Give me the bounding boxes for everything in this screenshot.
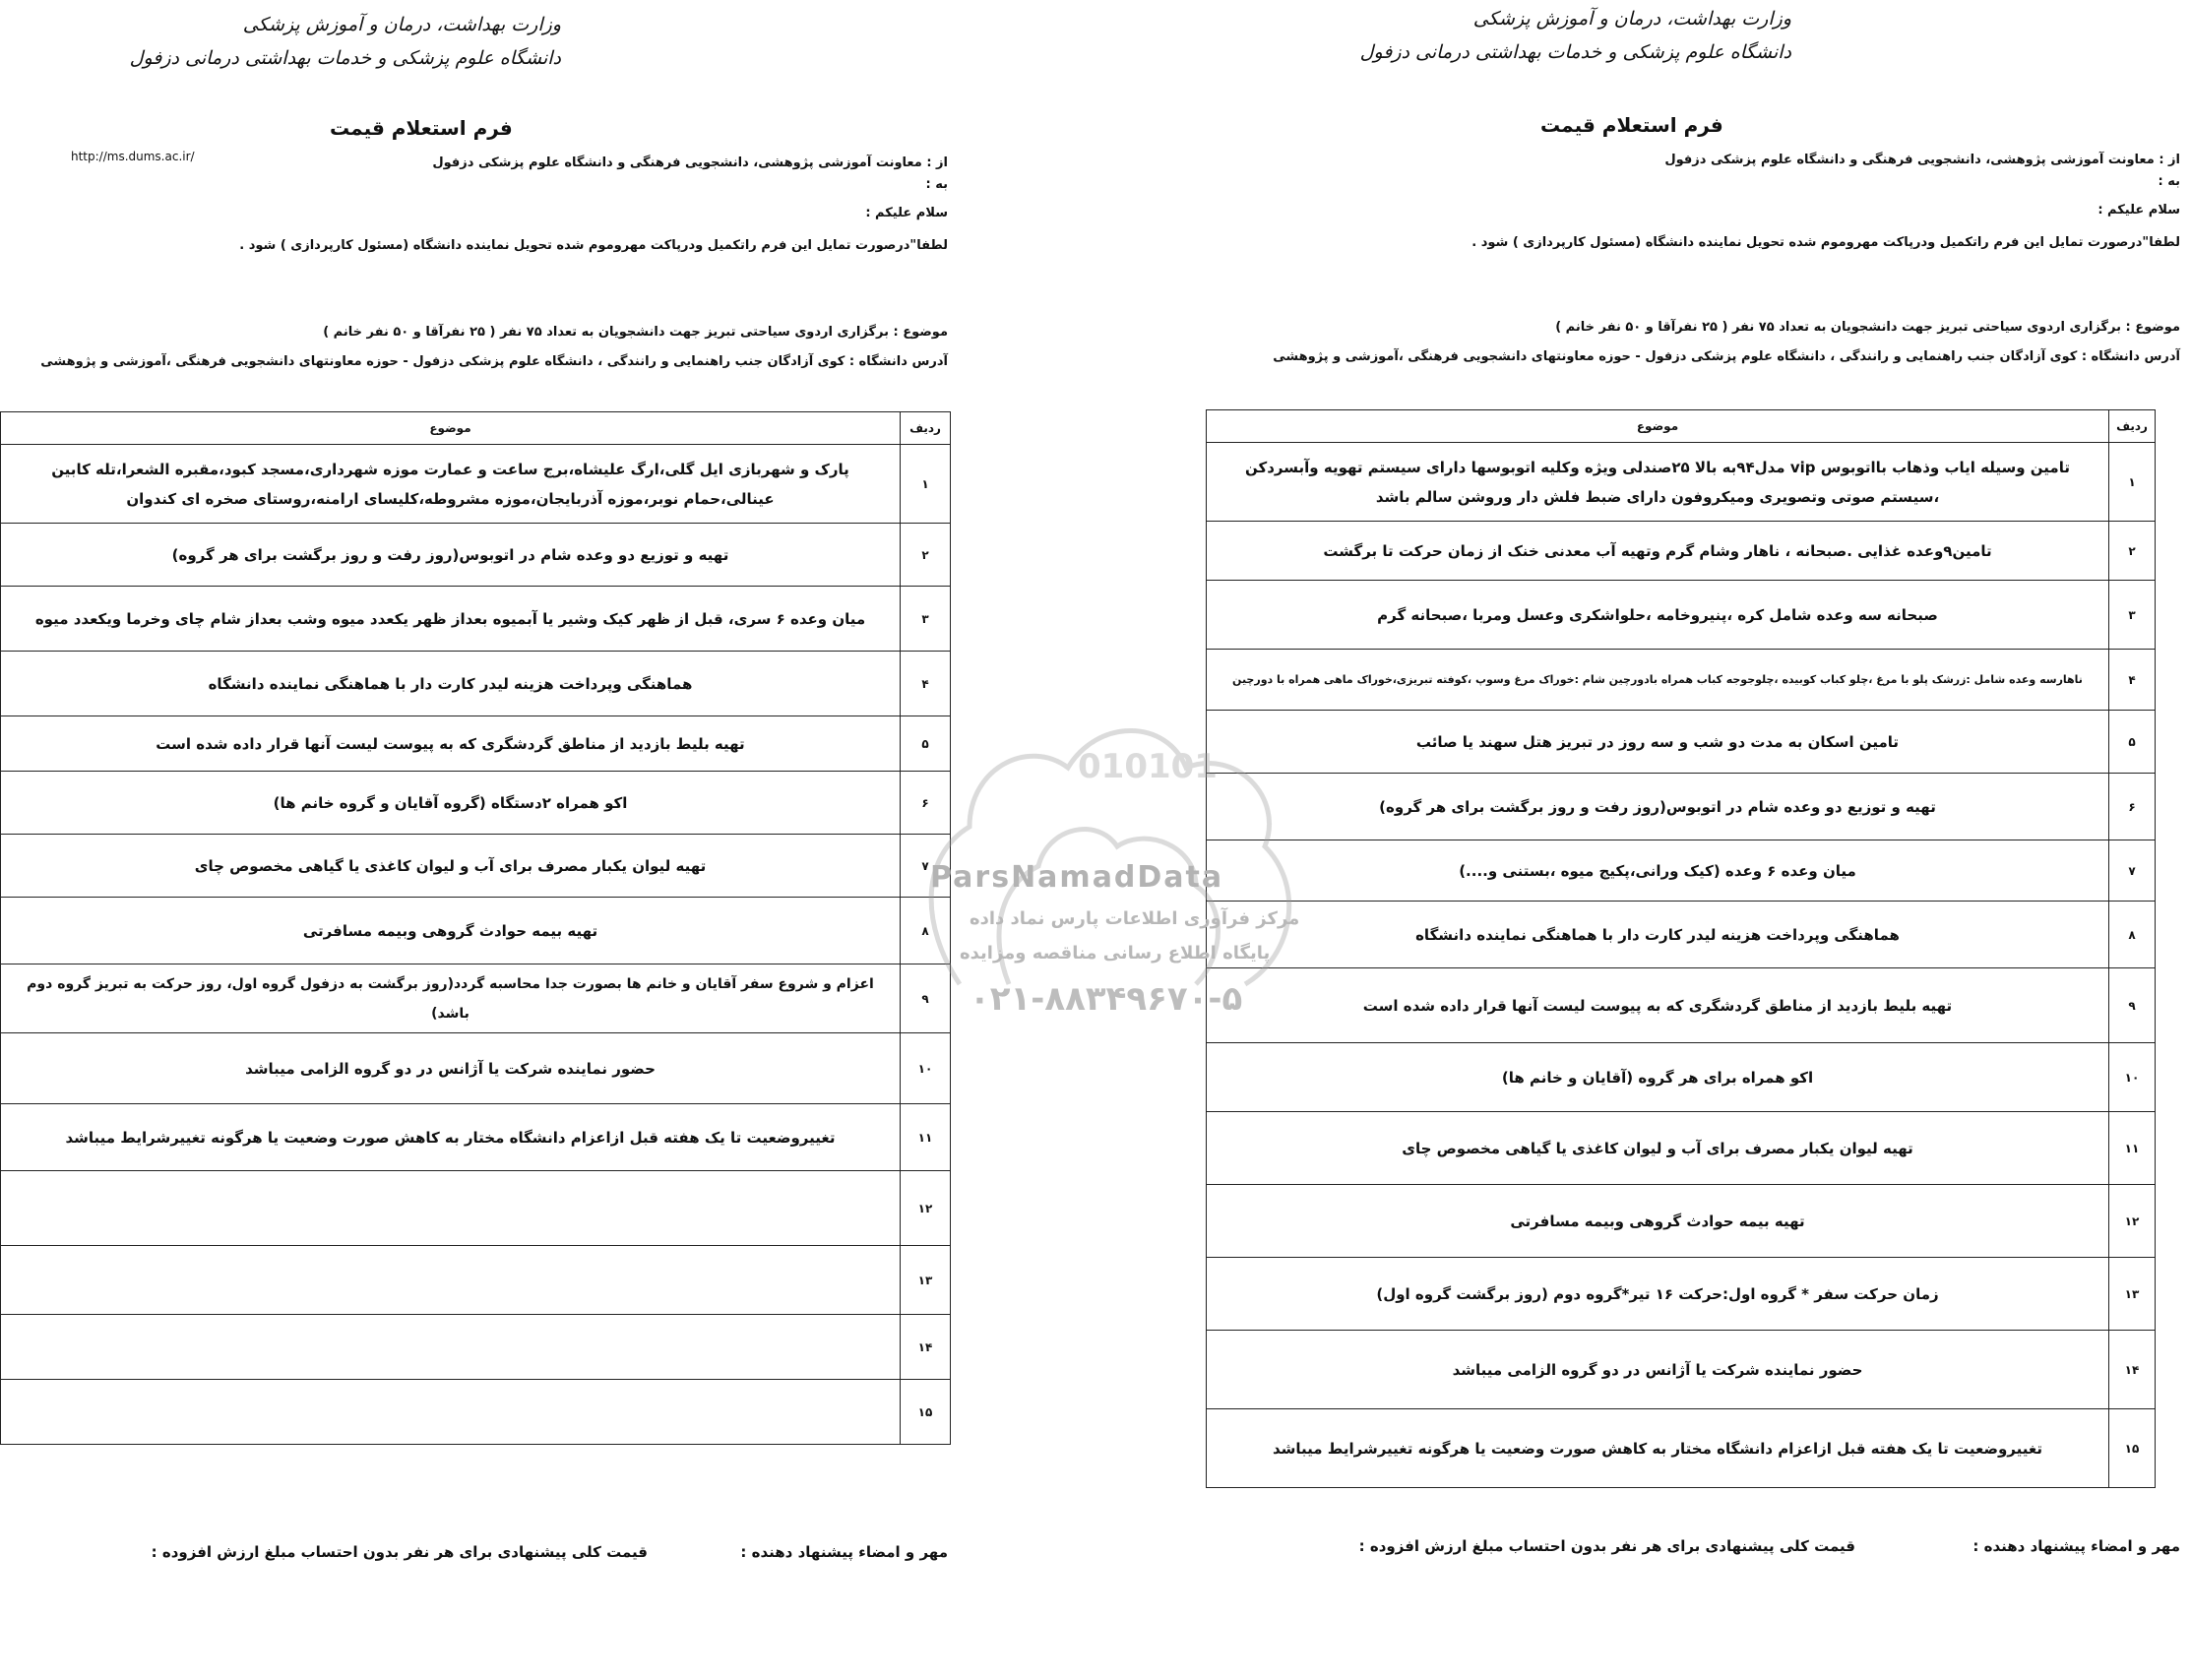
request-text: لطفا"درصورت تمایل این فرم راتکمیل ودرپاکت مهروموم شده تحویل نماینده دانشگاه (مسئول کارپردازی ) شود . [239, 238, 948, 253]
row-description: تهیه بلیط بازدید از مناطق گردشگری که به پیوست لیست آنها قرار داده شده است [1207, 968, 2109, 1043]
table-row [1, 964, 951, 1033]
address-line: آدرس دانشگاه : کوی آزادگان جنب راهنمایی و رانندگی ، دانشگاه علوم پزشکی دزفول - حوزه معاونتهای دانشجویی فرهنگی ،آموزشی و پژوهشی [40, 354, 948, 369]
row-description [1, 1171, 901, 1246]
row-number: ۶ [2109, 774, 2156, 840]
table-row [1207, 968, 2156, 1043]
row-number: ۱۳ [901, 1246, 951, 1315]
table-row [1, 1315, 951, 1380]
greeting: سلام علیکم : [2097, 203, 2180, 218]
table-row [1, 587, 951, 652]
row-number: ۹ [2109, 968, 2156, 1043]
table-row [1207, 650, 2156, 711]
row-number: ۱۱ [2109, 1112, 2156, 1185]
signature-label: مهر و امضاء پیشنهاد دهنده : [740, 1543, 948, 1561]
ministry-name: وزارت بهداشت، درمان و آموزش پزشکی [242, 14, 561, 35]
row-description: تهیه لیوان یکبار مصرف برای آب و لیوان کاغذی یا گیاهی مخصوص چای [1, 835, 901, 898]
row-number: ۵ [2109, 711, 2156, 774]
row-description: تهیه و توزیع دو وعده شام در اتوبوس(روز رفت و روز برگشت برای هر گروه) [1, 524, 901, 587]
website-url: http://ms.dums.ac.ir/ [71, 150, 195, 163]
row-number: ۳ [2109, 581, 2156, 650]
university-name: دانشگاه علوم پزشکی و خدمات بهداشتی درمانی دزفول [129, 47, 561, 69]
table-row [1207, 840, 2156, 902]
address-line: آدرس دانشگاه : کوی آزادگان جنب راهنمایی و رانندگی ، دانشگاه علوم پزشکی دزفول - حوزه معاونتهای دانشجویی فرهنگی ،آموزشی و پژوهشی [1273, 349, 2180, 364]
row-number: ۲ [901, 524, 951, 587]
row-description [1, 1380, 901, 1445]
row-number: ۴ [2109, 650, 2156, 711]
table-row [1207, 443, 2156, 522]
table-row [1, 1380, 951, 1445]
row-description: تهیه لیوان یکبار مصرف برای آب و لیوان کاغذی یا گیاهی مخصوص چای [1207, 1112, 2109, 1185]
ministry-name: وزارت بهداشت، درمان و آموزش پزشکی [1472, 8, 1791, 30]
row-description: تامین وسیله ایاب وذهاب بااتوبوس vip مدل۹۴به بالا ۲۵صندلی ویژه وکلیه اتوبوسها دارای سیستم تهویه وآبسردکن ،سیستم صوتی وتصویری ومیکروفون دارای ضبط فلش دار وروشن سالم باشد [1207, 443, 2109, 522]
row-description: تغییروضعیت تا یک هفته قبل ازاعزام دانشگاه مختار به کاهش صورت وضعیت یا هرگونه تغییرشرایط میباشد [1, 1104, 901, 1171]
left-form [0, 0, 955, 1680]
watermark-digits: 010101 [1078, 747, 1218, 786]
table-row [1207, 1185, 2156, 1258]
form-title: فرم استعلام قیمت [1540, 113, 1723, 137]
row-number: ۱۱ [901, 1104, 951, 1171]
table-row [1207, 774, 2156, 840]
row-number: ۳ [901, 587, 951, 652]
row-number: ۹ [901, 964, 951, 1033]
request-text: لطفا"درصورت تمایل این فرم راتکمیل ودرپاکت مهروموم شده تحویل نماینده دانشگاه (مسئول کارپردازی ) شود . [1471, 235, 2180, 250]
table-row [1, 898, 951, 964]
from-line: از : معاونت آموزشی پژوهشی، دانشجویی فرهنگی و دانشگاه علوم پزشکی دزفول [1664, 153, 2180, 167]
table-row [1, 1246, 951, 1315]
row-description: اکو همراه برای هر گروه (آقایان و خانم ها) [1207, 1043, 2109, 1112]
row-number: ۲ [2109, 522, 2156, 581]
greeting: سلام علیکم : [865, 206, 948, 220]
letterhead [1359, 2, 1791, 69]
table-row [1207, 1043, 2156, 1112]
row-number: ۷ [901, 835, 951, 898]
items-table [1206, 409, 2156, 1488]
row-number-header: ردیف [901, 412, 951, 445]
to-line: به : [2158, 174, 2180, 189]
letterhead [129, 8, 561, 75]
watermark-line1: مرکز فرآوری اطلاعات پارس نماد داده [970, 908, 1300, 929]
subject-line: موضوع : برگزاری اردوی سیاحتی تبریز جهت دانشجویان به تعداد ۷۵ نفر ( ۲۵ نفرآقا و ۵۰ نفر خانم ) [323, 325, 948, 340]
watermark-line2: پایگاه اطلاع رسانی مناقصه ومزایده [960, 943, 1271, 964]
row-description: اعزام و شروع سفر آقایان و خانم ها بصورت جدا محاسبه گردد(روز برگشت به دزفول گروه اول، روز حرکت به تبریز گروه دوم باشد) [1, 964, 901, 1033]
watermark-brand: ParsNamadData [930, 860, 1224, 895]
table-row [1, 652, 951, 716]
table-row [1207, 711, 2156, 774]
row-description: اکو همراه ۲دستگاه (گروه آقایان و گروه خانم ها) [1, 772, 901, 835]
row-number: ۱۴ [901, 1315, 951, 1380]
right-form [1201, 0, 2185, 1680]
row-description: پارک و شهربازی ایل گلی،ارگ علیشاه،برج ساعت و عمارت موزه شهرداری،مسجد کبود،مقبره الشعرا،تله کابین عینالی،حمام نوبر،موزه آذربایجان،موزه مشروطه،کلیسای ارامنه،روستای صخره ای کندوان [1, 445, 901, 524]
table-header-row [1, 412, 951, 445]
row-description: تامین اسکان به مدت دو شب و سه روز در تبریز هتل سهند یا صائب [1207, 711, 2109, 774]
row-number: ۱۴ [2109, 1331, 2156, 1409]
to-line: به : [925, 177, 948, 192]
university-name: دانشگاه علوم پزشکی و خدمات بهداشتی درمانی دزفول [1359, 41, 1791, 63]
row-number: ۱۲ [2109, 1185, 2156, 1258]
row-number: ۱۵ [901, 1380, 951, 1445]
price-label: قیمت کلی پیشنهادی برای هر نفر بدون احتساب مبلغ ارزش افزوده : [1358, 1537, 1855, 1555]
row-number: ۶ [901, 772, 951, 835]
row-number: ۱۵ [2109, 1409, 2156, 1488]
table-row [1207, 581, 2156, 650]
row-description: تهیه بلیط بازدید از مناطق گردشگری که به پیوست لیست آنها قرار داده شده است [1, 716, 901, 772]
row-number: ۱ [2109, 443, 2156, 522]
row-description: حضور نماینده شرکت یا آژانس در دو گروه الزامی میباشد [1207, 1331, 2109, 1409]
table-row [1207, 1331, 2156, 1409]
table-row [1, 835, 951, 898]
table-row [1, 716, 951, 772]
table-row [1207, 522, 2156, 581]
row-number: ۱ [901, 445, 951, 524]
row-description [1, 1315, 901, 1380]
table-row [1, 445, 951, 524]
table-row [1, 1033, 951, 1104]
row-description: تهیه و توزیع دو وعده شام در اتوبوس(روز رفت و روز برگشت برای هر گروه) [1207, 774, 2109, 840]
from-line: از : معاونت آموزشی پژوهشی، دانشجویی فرهنگی و دانشگاه علوم پزشکی دزفول [432, 156, 948, 170]
table-row [1, 1171, 951, 1246]
row-number: ۵ [901, 716, 951, 772]
subject-header: موضوع [1207, 410, 2109, 443]
subject-header: موضوع [1, 412, 901, 445]
row-description [1, 1246, 901, 1315]
price-label: قیمت کلی پیشنهادی برای هر نفر بدون احتساب مبلغ ارزش افزوده : [151, 1543, 648, 1561]
row-description: حضور نماینده شرکت یا آژانس در دو گروه الزامی میباشد [1, 1033, 901, 1104]
subject-line: موضوع : برگزاری اردوی سیاحتی تبریز جهت دانشجویان به تعداد ۷۵ نفر ( ۲۵ نفرآقا و ۵۰ نفر خانم ) [1555, 320, 2180, 335]
row-number: ۱۲ [901, 1171, 951, 1246]
row-description: میان وعده ۶ وعده (کیک ورانی،پکیج میوه ،بستنی و....) [1207, 840, 2109, 902]
table-row [1207, 902, 2156, 968]
row-description: میان وعده ۶ سری، قبل از ظهر کیک وشیر یا آبمیوه بعداز ظهر یکعدد میوه وشب بعداز شام چای وخرما ویکعدد میوه [1, 587, 901, 652]
row-description: ناهارسه وعده شامل :زرشک پلو با مرغ ،چلو کباب کوبیده ،چلوجوجه کباب همراه بادورچین شام :خوراک مرغ وسوپ ،کوفته تبریزی،خوراک ماهی همراه با دورچین [1207, 650, 2109, 711]
table-row [1207, 1258, 2156, 1331]
row-number: ۸ [2109, 902, 2156, 968]
row-number-header: ردیف [2109, 410, 2156, 443]
table-header-row [1207, 410, 2156, 443]
row-description: تهیه بیمه حوادث گروهی وبیمه مسافرتی [1207, 1185, 2109, 1258]
row-number: ۴ [901, 652, 951, 716]
row-number: ۷ [2109, 840, 2156, 902]
row-number: ۸ [901, 898, 951, 964]
table-row [1, 524, 951, 587]
row-description: تغییروضعیت تا یک هفته قبل ازاعزام دانشگاه مختار به کاهش صورت وضعیت یا هرگونه تغییرشرایط میباشد [1207, 1409, 2109, 1488]
signature-label: مهر و امضاء پیشنهاد دهنده : [1972, 1537, 2180, 1555]
table-row [1, 1104, 951, 1171]
row-number: ۱۰ [901, 1033, 951, 1104]
row-description: صبحانه سه وعده شامل کره ،پنیروخامه ،حلواشکری وعسل ومربا ،صبحانه گرم [1207, 581, 2109, 650]
row-description: زمان حرکت سفر * گروه اول:حرکت ۱۶ تیر*گروه دوم (روز برگشت گروه اول) [1207, 1258, 2109, 1331]
table-row [1207, 1112, 2156, 1185]
row-description: تامین۹وعده غذایی .صبحانه ، ناهار وشام گرم وتهیه آب معدنی خنک از زمان حرکت تا برگشت [1207, 522, 2109, 581]
items-table [0, 411, 951, 1445]
row-number: ۱۰ [2109, 1043, 2156, 1112]
row-description: هماهنگی وپرداخت هزینه لیدر کارت دار با هماهنگی نماینده دانشگاه [1207, 902, 2109, 968]
row-description: هماهنگی وپرداخت هزینه لیدر کارت دار با هماهنگی نماینده دانشگاه [1, 652, 901, 716]
row-description: تهیه بیمه حوادث گروهی وبیمه مسافرتی [1, 898, 901, 964]
row-number: ۱۳ [2109, 1258, 2156, 1331]
table-row [1, 772, 951, 835]
table-row [1207, 1409, 2156, 1488]
form-title: فرم استعلام قیمت [330, 116, 513, 140]
watermark-phone: ۰۲۱-۸۸۳۴۹۶۷۰-۵ [970, 979, 1243, 1019]
